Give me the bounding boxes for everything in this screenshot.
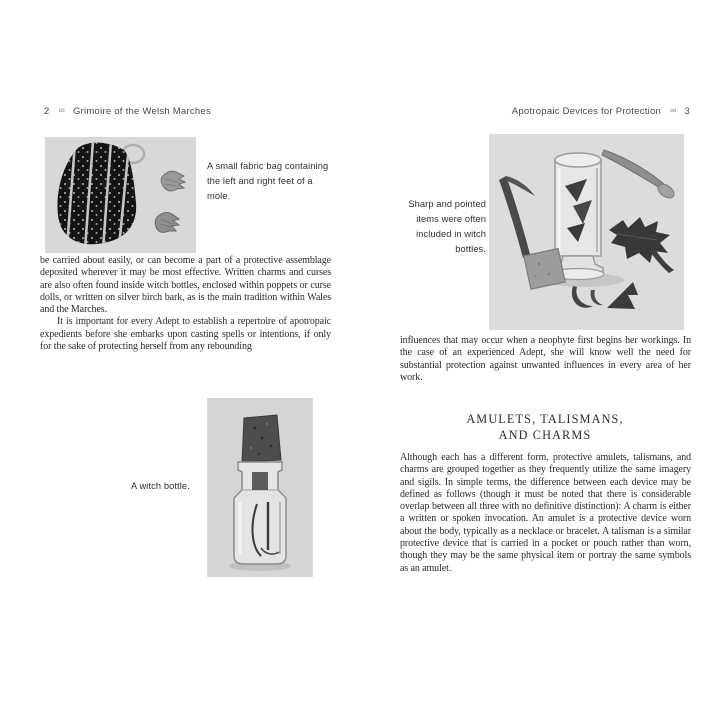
cork-stopper xyxy=(242,415,281,462)
right-page-body-top xyxy=(400,335,691,384)
linked-rings-ornament-icon: ∞ xyxy=(58,105,64,115)
right-paragraph-top: influences that may occur when a neophyte first begins her workings. In the case of an experienced Adept, she will know well the need for substantial protection against unwanted influences in every area of her work. xyxy=(400,335,691,383)
section-heading-line1: AMULETS, TALISMANS, xyxy=(466,412,624,426)
witch-bottle-illustration xyxy=(207,398,313,577)
photo-sharp-items-vial xyxy=(489,134,684,330)
left-paragraph-1: be carried about easily, or can become a part of a protective assemblage deposited wherever it may be most effective. Written charms and curses are also often found inside witch bottles, enclosed within poppets or curse dolls, or written on silver birch bark, as is the main tradition within Wales and the Marches. xyxy=(40,255,331,316)
running-head-left-title: Grimoire of the Welsh Marches xyxy=(72,106,211,117)
page-number-left: 2 xyxy=(44,106,50,117)
sharp-items-illustration xyxy=(489,134,684,330)
photo-witch-bottle xyxy=(207,398,313,577)
running-head-right xyxy=(400,106,690,117)
section-heading-line2: AND CHARMS xyxy=(498,427,592,442)
right-page-body-main xyxy=(400,452,691,575)
section-heading xyxy=(400,412,690,443)
page-number-right: 3 xyxy=(684,106,690,117)
running-head-left xyxy=(44,106,211,117)
fabric-bag-illustration xyxy=(45,137,196,253)
caption-fabric-bag: A small fabric bag containing the left and right feet of a mole. xyxy=(207,161,329,201)
right-paragraph-main: Although each has a different form, protective amulets, talismans, and charms are grouped together as they frequently utilize the same imagery and sigils. In simple terms, the difference between each device may be defined as follows (though it must be noted that there is considerable overlap between all three with no definitive distinction): A charm is either a written or spoken invocation. An amulet is a protective device worn about the body, typically as a necklace or bracelet. A talisman is a similar protective device that is carried in a pocket or pouch rather than worn, though they may be the same physical item or portray the same symbols as an amulet. xyxy=(400,452,691,574)
photo-fabric-bag xyxy=(45,137,196,253)
left-paragraph-2: It is important for every Adept to establish a repertoire of apotropaic expedients before she embarks upon casting spells or intentions, if only for the sake of protecting herself from any rebounding xyxy=(40,316,331,353)
caption-witch-bottle: A witch bottle. xyxy=(131,481,190,491)
left-page-body xyxy=(40,255,331,353)
cork-cube xyxy=(524,249,565,290)
running-head-right-title: Apotropaic Devices for Protection xyxy=(511,106,662,117)
caption-sharp-items: Sharp and pointed items were often included in witch bottles. xyxy=(408,199,486,254)
bottle-glass xyxy=(234,462,286,564)
cork-inside-neck xyxy=(252,472,268,490)
linked-rings-ornament-icon: ∞ xyxy=(670,105,676,115)
